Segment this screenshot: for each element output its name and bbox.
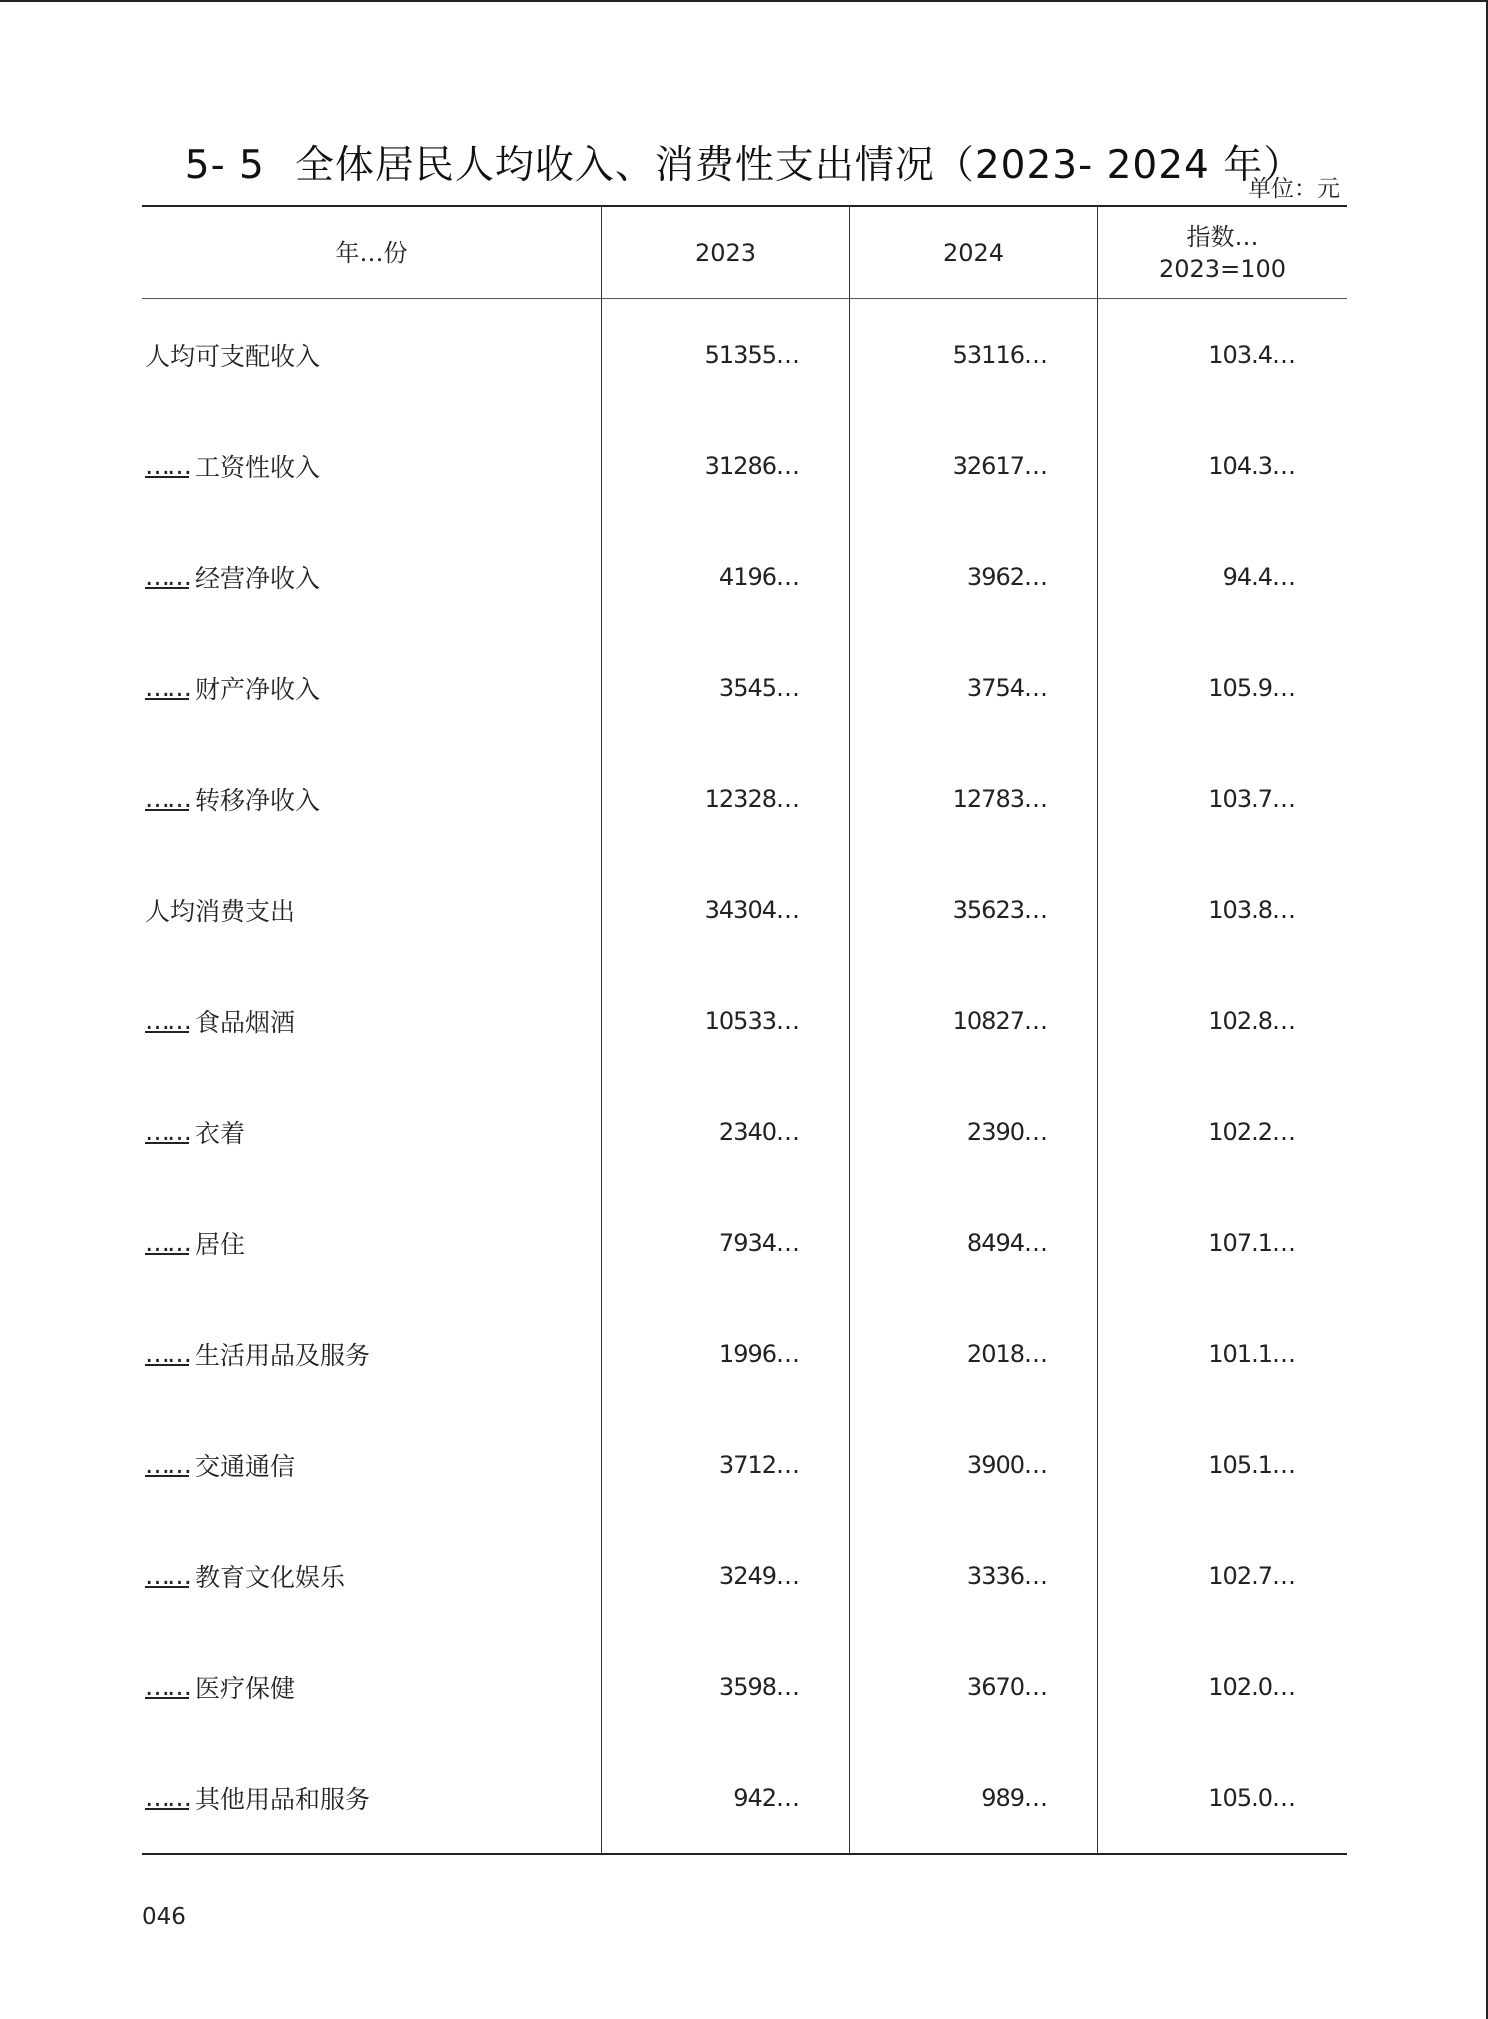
value-2023: 1996… [718,1339,799,1368]
value-2023: 4196… [718,562,799,591]
row-label-text: 财产净收入 [195,674,321,704]
row-label-text: 居住 [195,1229,246,1259]
row-label-text: 医疗保健 [195,1673,296,1703]
row-indent-leader: …… [145,1117,189,1146]
value-2024: 10827… [952,1006,1047,1035]
row-label [145,299,320,410]
data-table [142,205,1347,1855]
header-year-label: 年…份 [335,238,408,267]
value-2024: 12783… [952,784,1047,813]
value-2023: 3598… [718,1672,799,1701]
table-row [142,1187,1347,1298]
value-2023: 3712… [718,1450,799,1479]
value-index: 105.0… [1208,1783,1295,1812]
row-label [145,1187,245,1298]
header-index-line1: 指数… [1186,222,1259,251]
value-2023: 942… [733,1783,799,1812]
row-label-text: 工资性收入 [195,452,321,482]
table-row [142,1631,1347,1742]
row-indent-leader: …… [145,1561,189,1590]
row-label-text: 其他用品和服务 [195,1784,371,1814]
row-indent-leader: …… [145,562,189,591]
table-row [142,1298,1347,1409]
row-label-text: 经营净收入 [195,563,321,593]
row-label [145,743,320,854]
value-2023: 3249… [718,1561,799,1590]
value-index: 103.7… [1208,784,1295,813]
value-index: 105.9… [1208,673,1295,702]
row-indent-leader: …… [145,1672,189,1701]
row-label [145,854,295,965]
value-index: 107.1… [1208,1228,1295,1257]
table-title-text: 全体居民人均收入、消费性支出情况（2023- 2024 年） [294,143,1304,188]
value-index: 102.0… [1208,1672,1295,1701]
header-index [1098,207,1347,298]
value-2023: 10533… [704,1006,799,1035]
row-label-text: 人均消费支出 [145,896,296,926]
value-index: 103.8… [1208,895,1295,924]
table-row [142,1076,1347,1187]
row-label [145,1520,345,1631]
value-2024: 35623… [952,895,1047,924]
row-indent-leader: …… [145,1006,189,1035]
value-2024: 2018… [966,1339,1047,1368]
value-2024: 32617… [952,451,1047,480]
value-2024: 3336… [966,1561,1047,1590]
page-number: 046 [142,1904,186,1930]
value-2023: 12328… [704,784,799,813]
value-2024: 3962… [966,562,1047,591]
row-label [145,1076,245,1187]
value-index: 94.4… [1222,562,1295,591]
row-label [145,521,320,632]
value-2024: 3754… [966,673,1047,702]
table-row [142,1520,1347,1631]
row-indent-leader: …… [145,1339,189,1368]
value-2023: 2340… [718,1117,799,1146]
row-indent-leader: …… [145,673,189,702]
row-indent-leader: …… [145,451,189,480]
table-bottom-rule [142,1853,1347,1855]
row-label [145,1298,370,1409]
row-indent-leader: …… [145,1450,189,1479]
table-row [142,521,1347,632]
row-indent-leader: …… [145,1783,189,1812]
value-index: 102.7… [1208,1561,1295,1590]
value-2024: 3900… [966,1450,1047,1479]
value-index: 105.1… [1208,1450,1295,1479]
value-index: 101.1… [1208,1339,1295,1368]
row-label-text: 教育文化娱乐 [195,1562,346,1592]
table-row [142,1409,1347,1520]
page-top-border [0,0,1488,2]
table-row [142,299,1347,410]
value-2024: 3670… [966,1672,1047,1701]
unit-label: 单位：元 [1248,176,1340,202]
row-label [145,965,295,1076]
value-2024: 989… [981,1783,1047,1812]
table-row [142,965,1347,1076]
table-row [142,410,1347,521]
row-label [145,410,320,521]
header-2024: 2024 [942,238,1005,267]
value-2024: 2390… [966,1117,1047,1146]
value-2024: 53116… [952,340,1047,369]
row-label-text: 交通通信 [195,1451,296,1481]
header-2023: 2023 [694,238,757,267]
value-2023: 51355… [704,340,799,369]
row-label-text: 转移净收入 [195,785,321,815]
value-index: 103.4… [1208,340,1295,369]
value-index: 104.3… [1208,451,1295,480]
row-label-text: 人均可支配收入 [145,341,321,371]
row-indent-leader: …… [145,784,189,813]
row-label-text: 衣着 [195,1118,246,1148]
value-2024: 8494… [966,1228,1047,1257]
row-label [145,1631,295,1742]
table-row [142,854,1347,965]
table-row [142,632,1347,743]
table-row [142,1742,1347,1853]
row-label-text: 食品烟酒 [195,1007,296,1037]
header-index-line2: 2023=100 [1159,254,1286,283]
value-index: 102.2… [1208,1117,1295,1146]
value-2023: 7934… [718,1228,799,1257]
value-index: 102.8… [1208,1006,1295,1035]
row-indent-leader: …… [145,1228,189,1257]
table-number: 5- 5 [184,143,265,188]
value-2023: 31286… [704,451,799,480]
row-label [145,1742,370,1853]
row-label-text: 生活用品及服务 [195,1340,371,1370]
value-2023: 34304… [704,895,799,924]
value-2023: 3545… [718,673,799,702]
row-label [145,1409,295,1520]
table-row [142,743,1347,854]
row-label [145,632,320,743]
